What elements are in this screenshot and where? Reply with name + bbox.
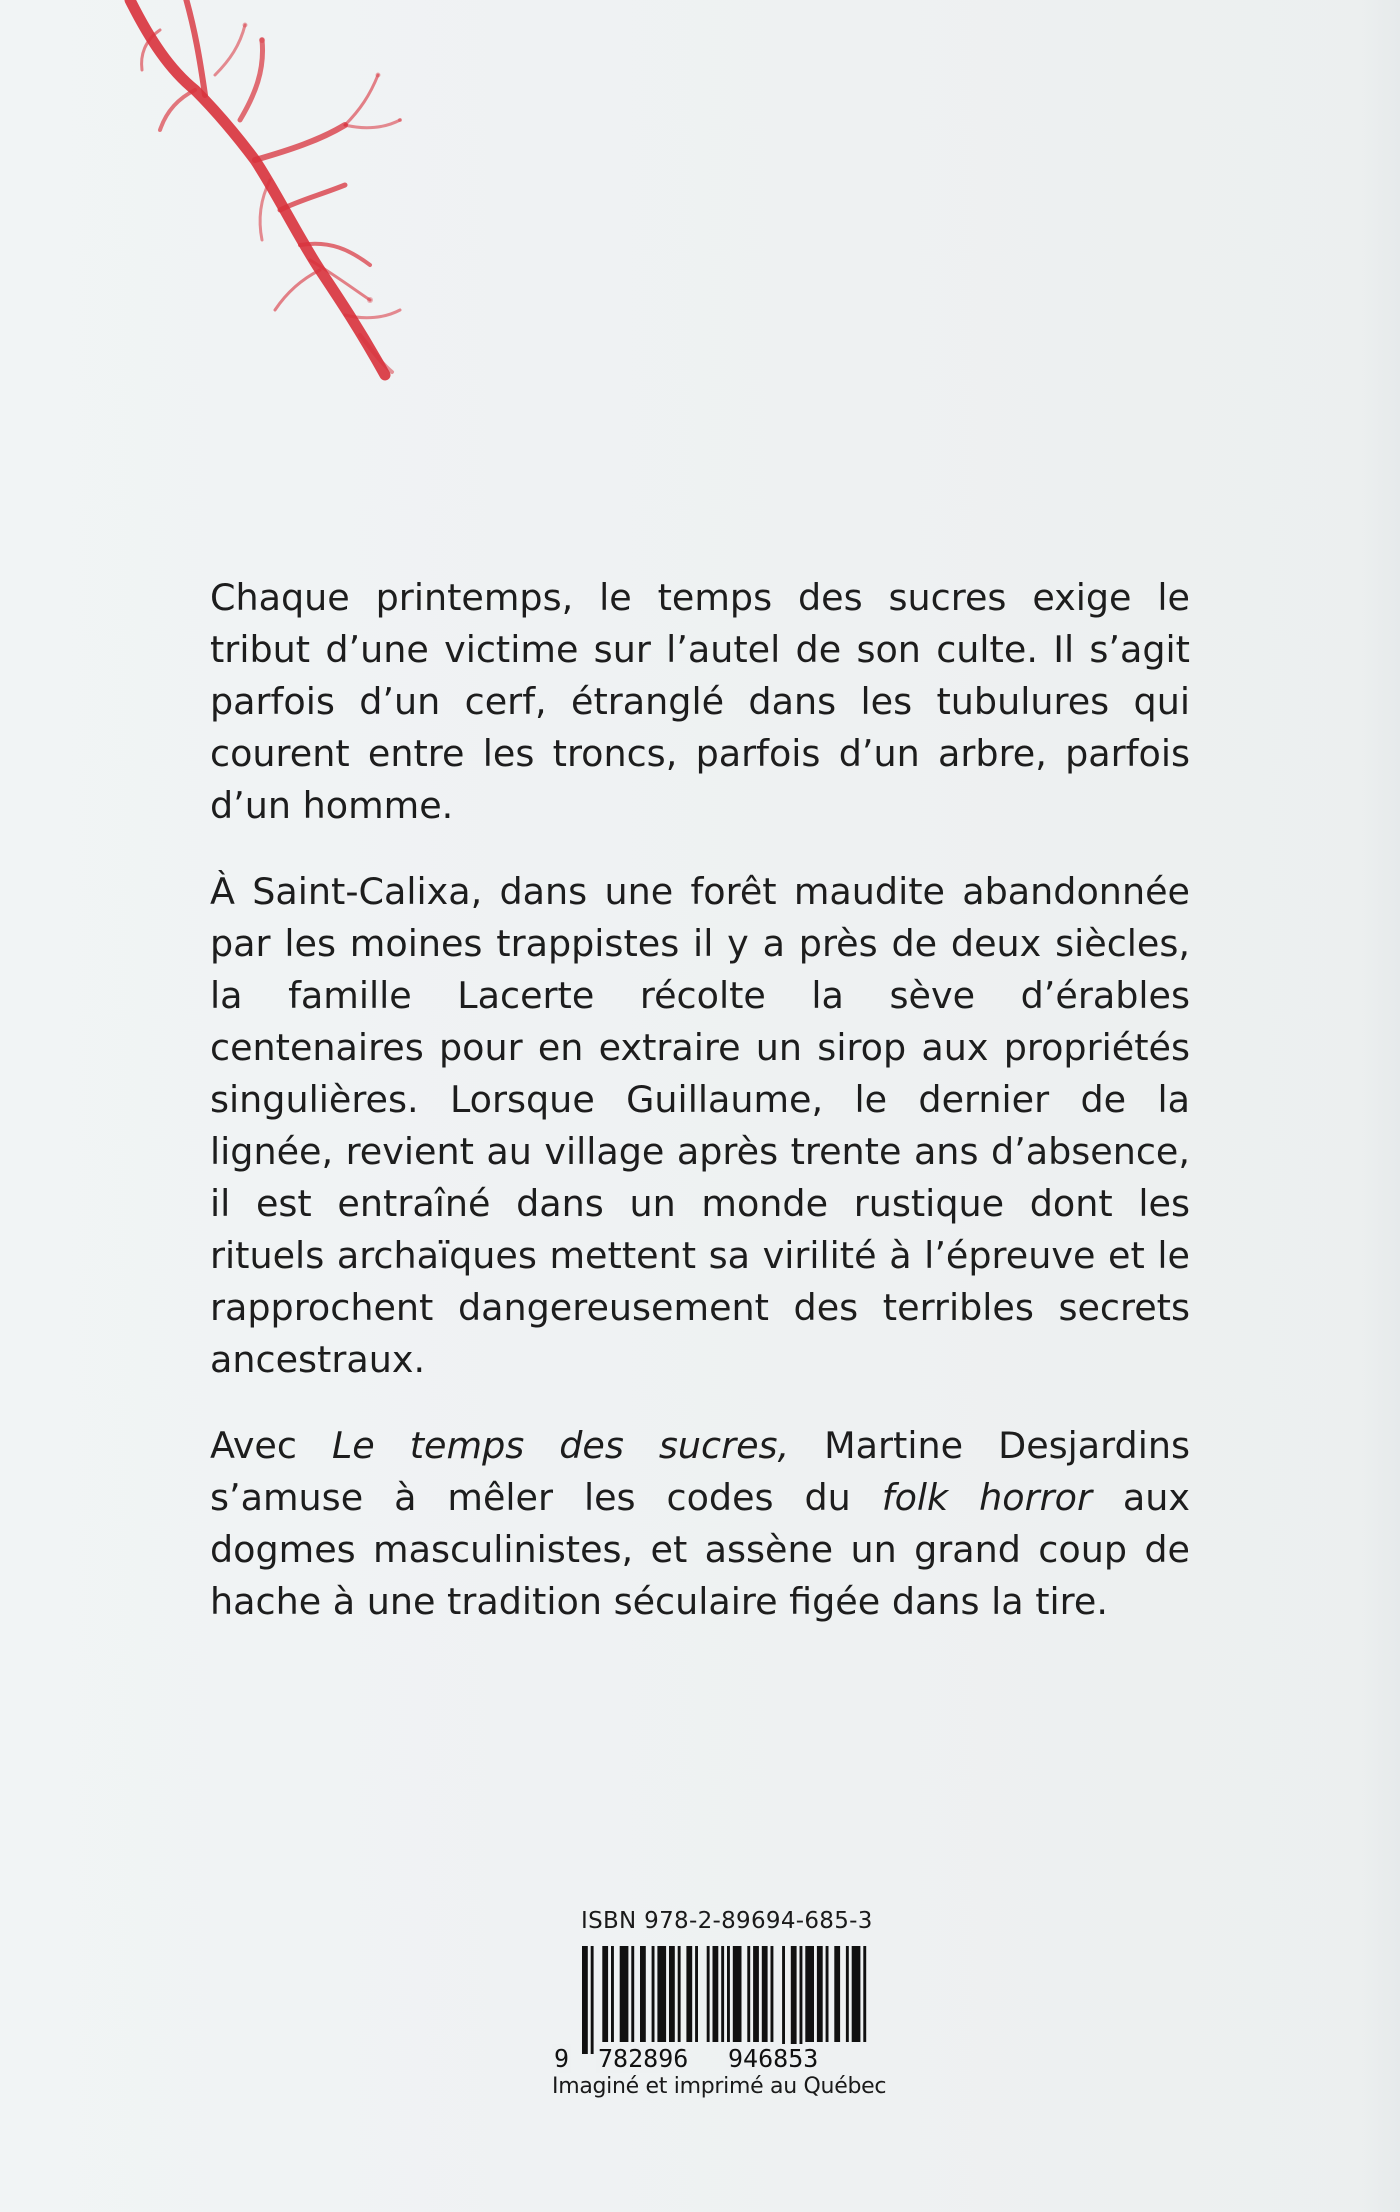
barcode-bar: [640, 1946, 646, 2042]
summary-paragraph-3: [210, 1420, 1190, 1628]
barcode-bar: [582, 1946, 588, 2054]
barcode-bar: [826, 1946, 829, 2042]
barcode-bar: [805, 1946, 814, 2042]
genre-italic: folk horror: [881, 1476, 1092, 1519]
barcode-bar: [631, 1946, 634, 2042]
isbn-label: ISBN 978-2-89694-685-3: [581, 1908, 873, 1934]
barcode-bar: [727, 1946, 730, 2042]
barcode-bar: [620, 1946, 629, 2042]
summary-paragraph-1: [210, 572, 1190, 832]
barcode-bar: [721, 1946, 724, 2042]
barcode-digits-left: 782896: [598, 2044, 689, 2073]
spine-shadow: [1360, 0, 1400, 2212]
barcode-bar: [834, 1946, 840, 2042]
printed-in-quebec: Imaginé et imprimé au Québec: [552, 2074, 887, 2099]
barcode-bar: [863, 1946, 866, 2042]
barcode-bar: [733, 1946, 742, 2042]
barcode-bar: [771, 1946, 774, 2042]
text-segment: Avec: [210, 1424, 332, 1467]
barcode-bar: [678, 1946, 681, 2042]
summary-paragraph-2: [210, 866, 1190, 1386]
red-maple-branch-illustration: [0, 0, 420, 400]
summary-text-2: À Saint-Calixa, dans une forêt maudite abandonnée par les moines trappistes il y a près de deux siècles, la famille Lacerte récolte la sève d’érables centenaires pour en extraire un sirop aux propriétés singulières. Lorsque Guillaume, le dernier de la lignée, revient au village après trente ans d’absence, il est entraîné dans un monde rustique dont les rituels archaïques mettent sa virilité à l’épreuve et le rapprochent dangereusement des terribles secrets ancestraux.: [210, 870, 1190, 1381]
barcode-bar: [713, 1946, 719, 2042]
barcode-digits-right: 946853: [728, 2044, 819, 2073]
barcode-bar: [762, 1946, 768, 2042]
barcode-bar: [695, 1946, 698, 2042]
barcode-bar: [657, 1946, 666, 2042]
barcode-bar: [817, 1946, 823, 2042]
isbn-barcode: [578, 1946, 868, 2054]
barcode-bar: [782, 1946, 785, 2054]
barcode-bar: [753, 1946, 759, 2042]
barcode-bar: [747, 1946, 750, 2042]
book-title-italic: Le temps des sucres,: [331, 1424, 790, 1467]
barcode-digit-first: 9: [554, 2044, 570, 2073]
barcode-bar: [852, 1946, 861, 2042]
barcode-bar: [669, 1946, 675, 2042]
barcode-bar: [602, 1946, 608, 2042]
barcode-bar: [611, 1946, 614, 2042]
barcode-bar: [791, 1946, 797, 2054]
barcode-bar: [846, 1946, 849, 2042]
text-segment: Martine Desjardins s’amuse à mêler les codes du: [210, 1424, 1190, 1519]
summary-text-3: [210, 1420, 1190, 1628]
barcode-bar: [686, 1946, 692, 2042]
barcode-bar: [591, 1946, 594, 2054]
text-segment: aux dogmes masculinistes, et assène un grand coup de hache à une tradition séculaire figée dans la tire.: [210, 1476, 1190, 1623]
summary-text-1: Chaque printemps, le temps des sucres exige le tribut d’une victime sur l’autel de son culte. Il s’agit parfois d’un cerf, étranglé dans les tubulures qui courent entre les troncs, parfois d’un arbre, parfois d’un homme.: [210, 576, 1190, 827]
barcode-bar: [707, 1946, 710, 2042]
barcode-bar: [800, 1946, 803, 2054]
barcode-bar: [652, 1946, 655, 2042]
